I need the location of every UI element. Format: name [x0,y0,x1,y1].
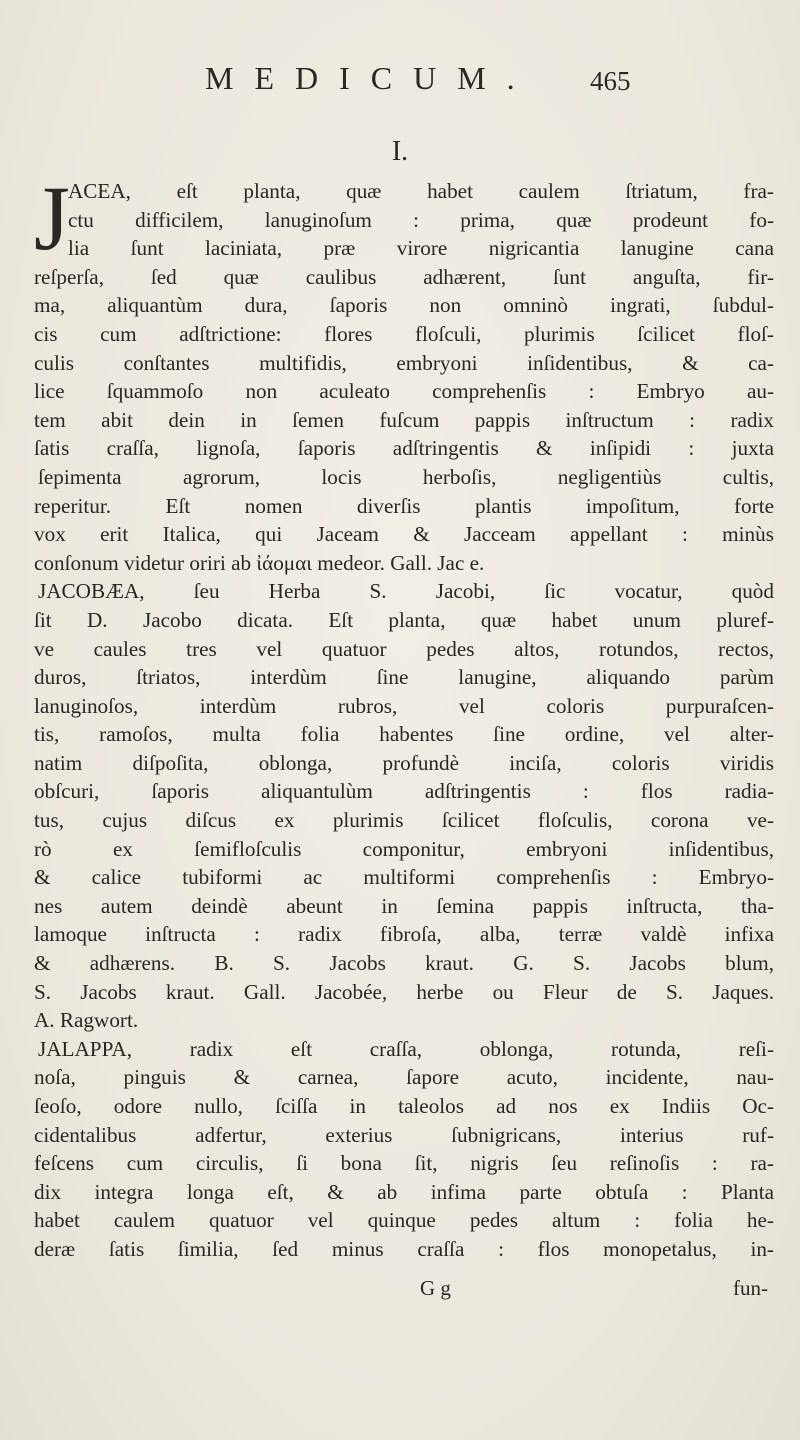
text-line: duros, ſtriatos, interdùm ſine lanugine, aliquando parùm [34,665,774,690]
text-line: & calice tubiformi ac multiformi comprehenſis : Embryo- [34,865,774,890]
text-line: lamoque inſtructa : radix fibroſa, alba, terræ valdè infixa [34,922,774,947]
text-line: ſit D. Jacobo dicata. Eſt planta, quæ habet unum pluref- [34,607,774,632]
text-line: reperitur. Eſt nomen diverſis plantis impoſitum, forte [34,493,774,518]
text-line: reſperſa, ſed quæ caulibus adhærent, ſunt anguſta, fir- [34,264,774,289]
page-number: 465 [590,66,631,96]
text-line: & adhærens. B. S. Jacobs kraut. G. S. Jacobs blum, [34,951,774,976]
text-line: noſa, pinguis & carnea, ſapore acuto, incidente, nau- [34,1065,774,1090]
text-line: tis, ramoſos, multa folia habentes ſine ordine, vel alter- [34,722,774,747]
text-line: vox erit Italica, qui Jaceam & Jacceam appellant : minùs [34,522,774,547]
text-line: deræ ſatis ſimilia, ſed minus craſſa : flos monopetalus, in- [34,1236,774,1261]
text-line: lice ſquammoſo non aculeato comprehenſis : Embryo au- [34,379,774,404]
text-line: S. Jacobs kraut. Gall. Jacobée, herbe ou Fleur de S. Jaques. [34,979,774,1004]
running-head [0,60,800,100]
text-line: ACEA, eſt planta, quæ habet caulem ſtriatum, fra- [68,179,774,203]
drop-cap: J [34,167,70,269]
text-line: habet caulem quatuor vel quinque pedes altum : folia he- [34,1208,774,1233]
text-line: natim diſpoſita, oblonga, profundè inciſa, coloris viridis [34,750,774,775]
text-line: cidentalibus adfertur, exterius ſubnigricans, interius ruf- [34,1122,774,1147]
text-line: tem abit dein in ſemen fuſcum pappis inſtructum : radix [34,407,774,432]
page-footer [0,1276,800,1306]
text-line: feſcens cum circulis, ſi bona ſit, nigris ſeu reſinoſis : ra- [34,1151,774,1176]
text-line: rò ex ſemifloſculis componitur, embryoni inſidentibus, [34,836,774,861]
text-line: obſcuri, ſaporis aliquantulùm adſtringentis : flos radia- [34,779,774,804]
body-text [34,177,774,1264]
signature-mark: G g [420,1276,451,1300]
text-line: ma, aliquantùm dura, ſaporis non omninò ingrati, ſubdul- [34,293,774,318]
text-line: dix integra longa eſt, & ab infima parte obtuſa : Planta [34,1179,774,1204]
text-line: culis conſtantes multifidis, embryoni inſidentibus, & ca- [34,350,774,375]
text-line: ſeoſo, odore nullo, ſciſſa in taleolos ad nos ex Indiis Oc- [34,1094,774,1118]
text-line: A. Ragwort. [34,1008,139,1033]
text-line: tus, cujus diſcus ex plurimis ſcilicet floſculis, corona ve- [34,808,774,833]
text-line: ſepimenta agrorum, locis herboſis, negligentiùs cultis, [38,464,774,489]
catchword: fun- [733,1276,768,1300]
text-line: cis cum adſtrictione: flores floſculi, plurimis ſcilicet floſ- [34,321,774,346]
text-line: ctu difficilem, lanuginoſum : prima, quæ prodeunt fo- [68,207,774,232]
text-line: ſatis craſſa, lignoſa, ſaporis adſtringentis & inſipidi : juxta [34,436,774,461]
running-title: MEDICUM. [205,60,536,96]
text-line: ve caules tres vel quatuor pedes altos, rotundos, rectos, [34,636,774,661]
text-line: JALAPPA, radix eſt craſſa, oblonga, rotunda, reſi- [38,1036,774,1061]
text-line: conſonum videtur oriri ab ἰάομαι medeor. Gall. Jac e. [34,550,485,575]
text-line: lia ſunt laciniata, præ virore nigricantia lanugine cana [68,236,774,261]
text-line: JACOBÆA, ſeu Herba S. Jacobi, ſic vocatur, quòd [38,579,774,604]
text-line: lanuginoſos, interdùm rubros, vel coloris purpuraſcen- [34,693,774,718]
section-letter: I. [391,136,409,167]
text-line: nes autem deindè abeunt in ſemina pappis inſtructa, tha- [34,893,774,918]
